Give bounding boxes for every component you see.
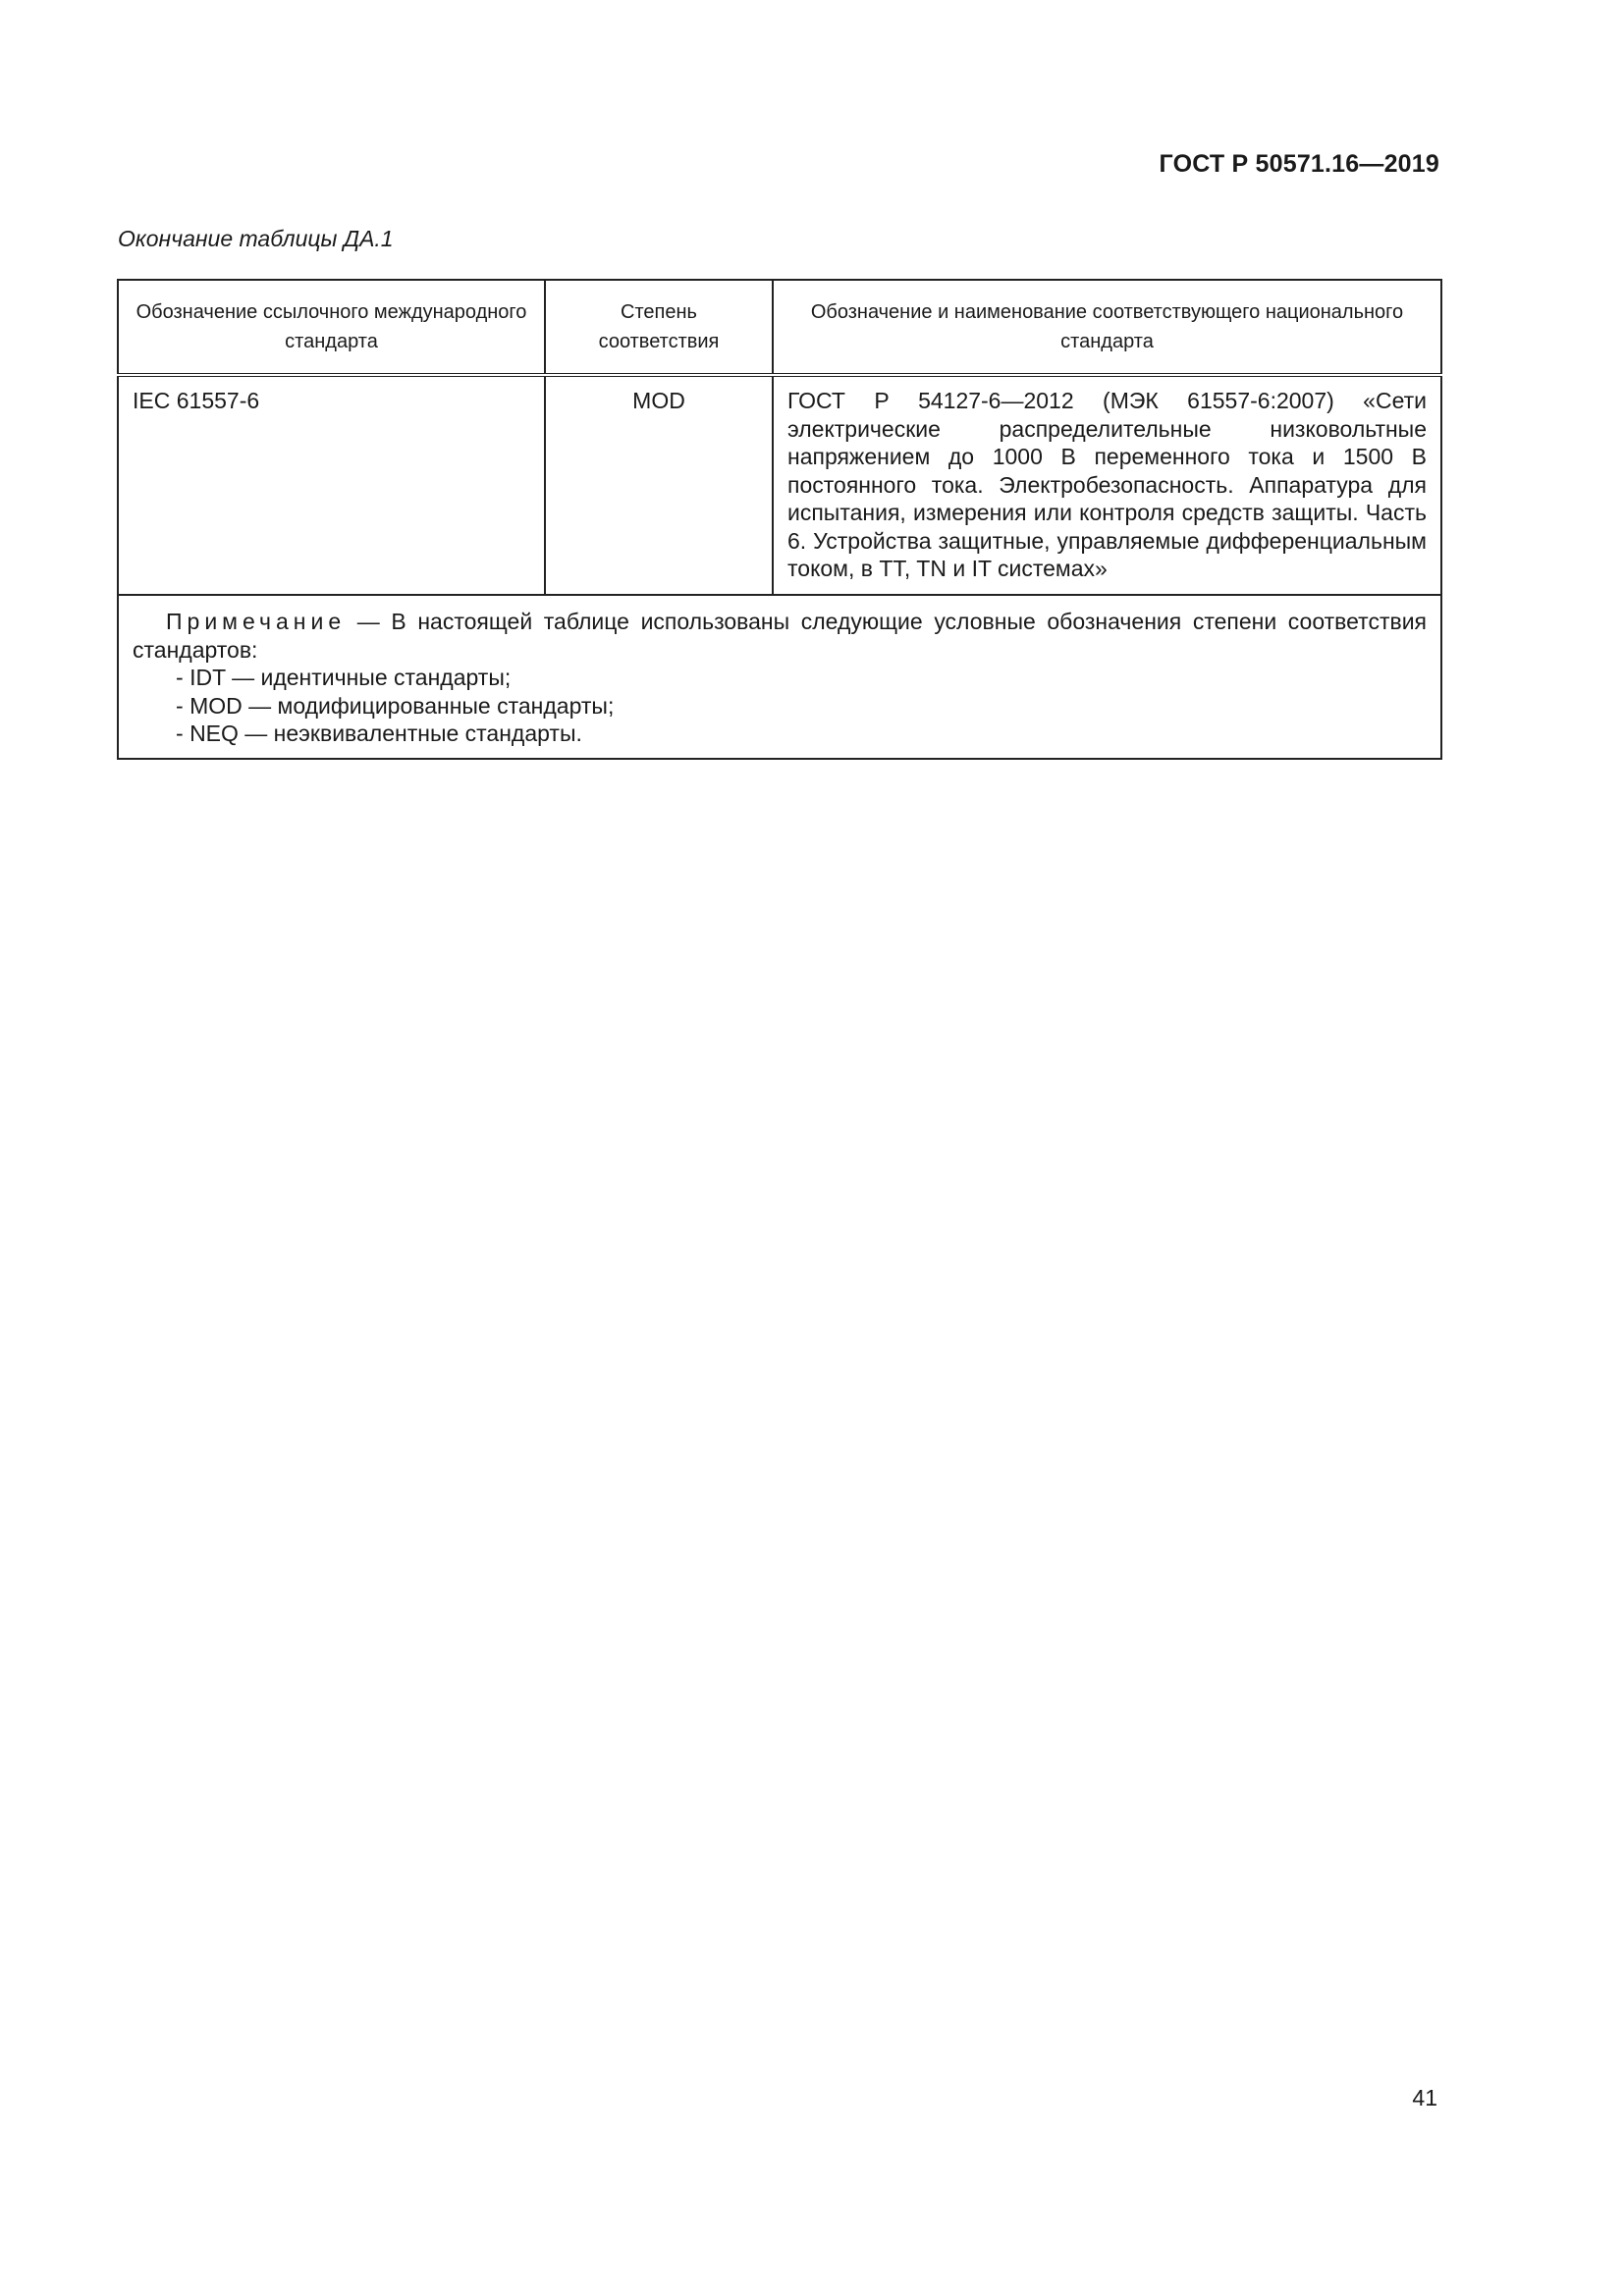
column-header-national-standard: Обозначение и наименование соответствующего национального стандарта xyxy=(773,280,1441,375)
document-designation: ГОСТ Р 50571.16—2019 xyxy=(1159,150,1439,178)
note-paragraph xyxy=(133,608,1427,664)
note-text: — В настоящей таблице использованы следующие условные обозначения степени соответствия стандартов: xyxy=(133,609,1427,663)
column-header-degree: Степень соответствия xyxy=(545,280,773,375)
table-row xyxy=(118,375,1441,595)
cell-ref-standard: IEC 61557-6 xyxy=(118,375,545,595)
table-note-row xyxy=(118,595,1441,759)
note-list xyxy=(133,664,1427,748)
cell-degree: MOD xyxy=(545,375,773,595)
table-caption: Окончание таблицы ДА.1 xyxy=(118,226,394,251)
cell-national-standard: ГОСТ Р 54127-6—2012 (МЭК 61557-6:2007) «Сети электрические распределительные низковольтные напряжением до 1000 В переменного тока и 1500 В постоянного тока. Электробезопасность. Аппаратура для испытания, измерения или контроля средств защиты. Часть 6. Устройства защитные, управляемые дифференциальным током, в TT, TN и IT системах» xyxy=(773,375,1441,595)
column-header-ref-standard: Обозначение ссылочного международного стандарта xyxy=(118,280,545,375)
correspondence-table xyxy=(117,279,1442,760)
page-number: 41 xyxy=(1412,2085,1437,2110)
note-cell xyxy=(118,595,1441,759)
note-item-neq: - NEQ — неэквивалентные стандарты. xyxy=(176,720,1427,748)
note-label: Примечание xyxy=(166,609,347,634)
note-item-mod: - MOD — модифицированные стандарты; xyxy=(176,692,1427,721)
table-header-row xyxy=(118,280,1441,375)
note-item-idt: - IDT — идентичные стандарты; xyxy=(176,664,1427,692)
